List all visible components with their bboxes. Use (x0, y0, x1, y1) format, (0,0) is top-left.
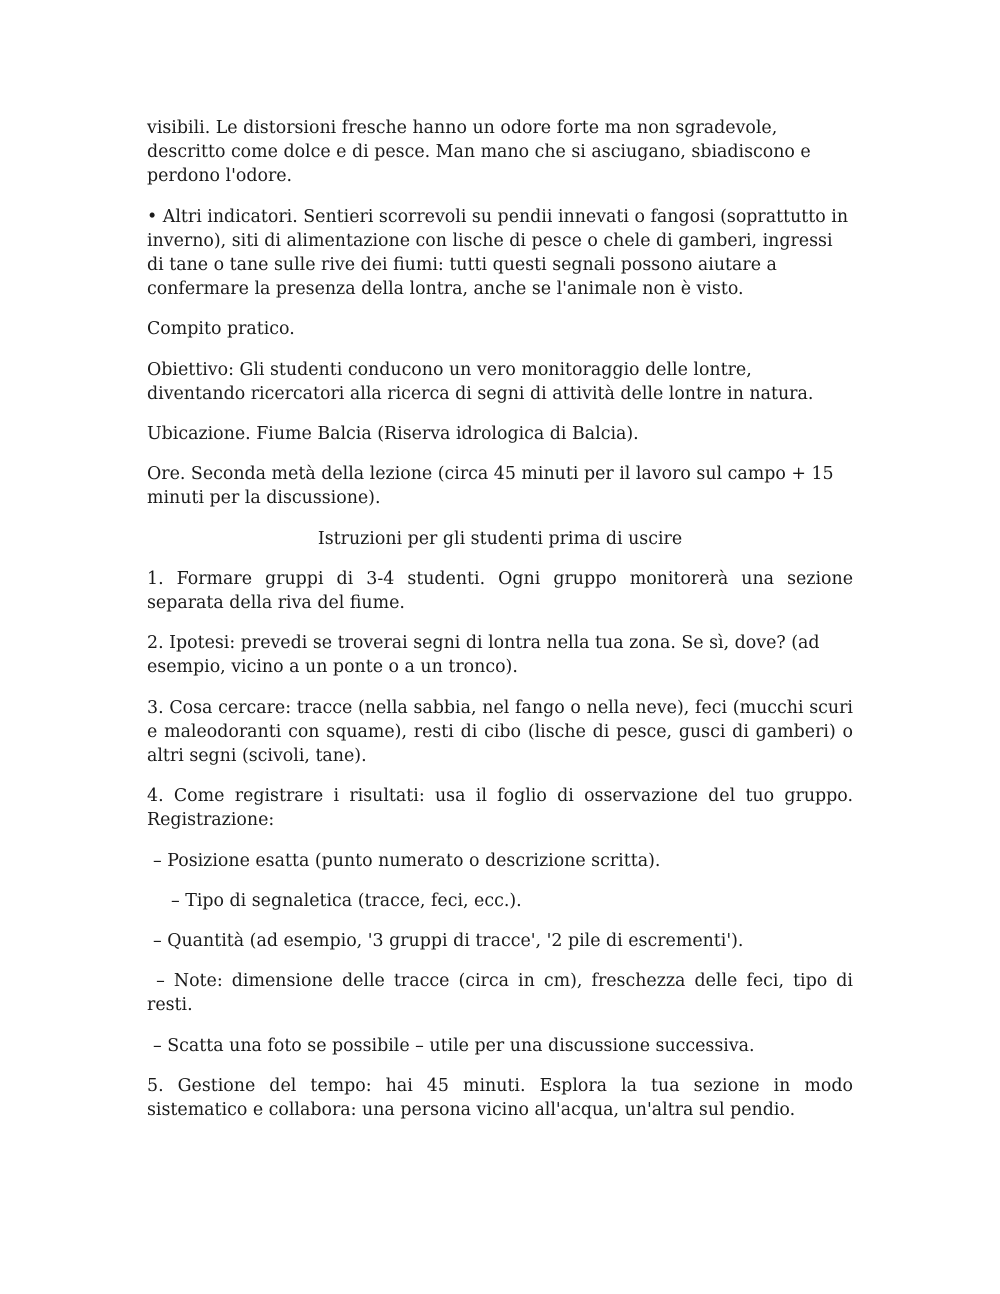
document-body (147, 116, 859, 1138)
instruction-step-2: 2. Ipotesi: prevedi se troverai segni di lontra nella tua zona. Se sì, dove? (ad esempio, vicino a un ponte o a un tronco). (147, 633, 820, 678)
paragraph-location: Ubicazione. Fiume Balcia (Riserva idrologica di Balcia). (147, 424, 639, 445)
paragraph-practical-task: Compito pratico. (147, 319, 295, 340)
paragraph-other-indicators: • Altri indicatori. Sentieri scorrevoli su pendii innevati o fangosi (soprattutto in inverno), siti di alimentazione con lische di pesce o chele di gamberi, ingressi di tane o tane sulle rive dei fiumi: tutti questi segnali possono aiutare a confermare la presenza della lontra, anche se l'animale non è visto. (147, 206, 849, 300)
paragraph-objective: Obiettivo: Gli studenti conducono un vero monitoraggio delle lontre, diventando ricercatori alla ricerca di segni di attività delle lontre in natura. (147, 359, 814, 404)
section-heading: Istruzioni per gli studenti prima di uscire (317, 528, 683, 549)
paragraph-time: Ore. Seconda metà della lezione (circa 45 minuti per il lavoro sul campo + 15 minuti per la discussione). (147, 464, 834, 509)
paragraph-odor-description: visibili. Le distorsioni fresche hanno un odore forte ma non sgradevole, descritto come dolce e di pesce. Man mano che si asciugano, sbiadiscono e perdono l'odore. (147, 118, 811, 187)
record-item-sign-type: – Tipo di segnaletica (tracce, feci, ecc.). (171, 890, 522, 911)
record-item-quantity: – Quantità (ad esempio, '3 gruppi di tracce', '2 pile di escrementi'). (153, 931, 744, 952)
record-item-position: – Posizione esatta (punto numerato o descrizione scritta). (153, 850, 661, 871)
instruction-step-1: 1. Formare gruppi di 3-4 studenti. Ogni gruppo monitorerà una sezione separata della riva del fiume. (147, 568, 853, 614)
record-item-photo: – Scatta una foto se possibile – utile per una discussione successiva. (153, 1035, 755, 1056)
record-item-notes: – Note: dimensione delle tracce (circa in cm), freschezza delle feci, tipo di resti. (147, 971, 859, 1016)
instruction-step-4: 4. Come registrare i risultati: usa il foglio di osservazione del tuo gruppo. Registrazione: (147, 786, 853, 831)
instruction-step-3: 3. Cosa cercare: tracce (nella sabbia, nel fango o nella neve), feci (mucchi scuri e maleodoranti con squame), resti di cibo (lische di pesce, gusci di gamberi) o altri segni (scivoli, tane). (147, 697, 853, 767)
instruction-step-5: 5. Gestione del tempo: hai 45 minuti. Esplora la tua sezione in modo sistematico e collabora: una persona vicino all'acqua, un'altra sul pendio. (147, 1075, 853, 1121)
